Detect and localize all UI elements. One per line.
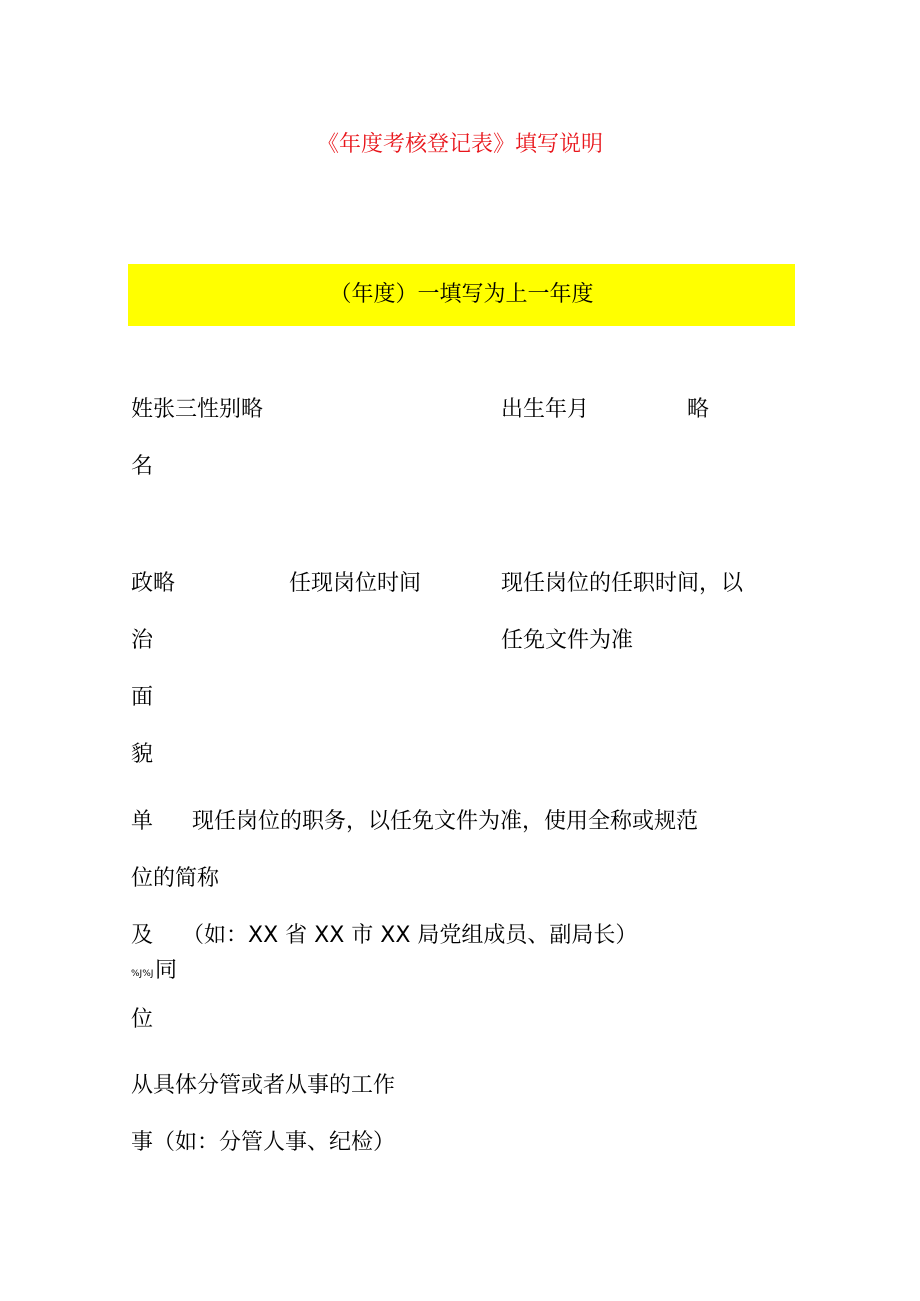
work-line-2: 事（如：分管人事、纪检） [131,1130,396,1155]
unit-example: （如：XX 省 XX 市 XX 局党组成员、副局长） [182,923,638,948]
name-value: 张三 [153,397,198,422]
gender-label: 性别 [197,397,242,422]
same-char: 同 [155,958,178,983]
unit-label-char-2: 位 [131,866,154,891]
tenure-desc-line-1: 现任岗位的任职时间，以 [501,571,744,596]
document-title: 《年度考核登记表》填写说明 [316,132,603,157]
garbled-text: %J%J [131,969,154,979]
name-label-char-2: 名 [131,454,154,479]
political-value: 略 [153,571,176,596]
name-label-char-1: 姓 [131,397,154,422]
gender-value: 略 [241,397,264,422]
unit-label-char-3: 及 [131,923,154,948]
tenure-desc-line-2: 任免文件为准 [501,628,634,653]
work-line-1: 从具体分管或者从事的工作 [131,1073,396,1098]
political-label-char-2: 治 [131,628,154,653]
tenure-label: 任现岗位时间 [289,571,422,596]
political-label-char-3: 面 [131,685,154,710]
year-banner-text: （年度）一填写为上一年度 [329,282,594,307]
unit-label-char-1: 单 [131,809,154,834]
political-label-char-4: 貌 [131,742,154,767]
birth-value: 略 [687,397,710,422]
political-label-char-1: 政 [131,571,154,596]
unit-desc-line-1: 现任岗位的职务，以任免文件为准，使用全称或规范 [192,809,699,834]
unit-desc-line-2: 的简称 [153,866,220,891]
year-banner [128,264,795,326]
position-char: 位 [131,1007,154,1032]
birth-label: 出生年月 [501,397,590,422]
